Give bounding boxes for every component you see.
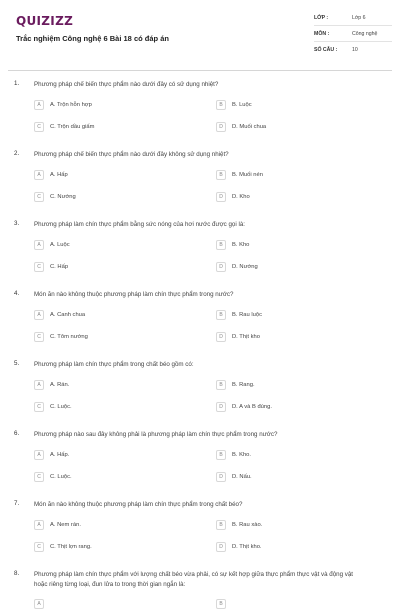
option-text: C. Luộc. <box>50 404 72 410</box>
question-text: Phương pháp làm chín thực phẩm bằng sức nóng của hơi nước được gọi là: <box>34 221 245 228</box>
option-letter-box: A <box>34 380 44 390</box>
option-text: B. Luộc <box>232 102 252 108</box>
answer-option[interactable] <box>216 310 262 320</box>
option-text: D. Nấu. <box>232 474 252 480</box>
option-letter-box: B <box>216 599 226 609</box>
option-letter-box: D <box>216 122 226 132</box>
meta-row <box>314 10 392 26</box>
option-text: B. Rau luộc <box>232 312 262 318</box>
meta-key: LỚP : <box>314 14 329 21</box>
option-text: B. Rau xào. <box>232 522 263 528</box>
answer-option[interactable] <box>216 542 262 552</box>
question-number: 5. <box>14 360 20 367</box>
question-number: 7. <box>14 500 20 507</box>
question-text: Phương pháp nào sau đây không phải là phương pháp làm chín thực phẩm trong nước? <box>34 431 278 438</box>
option-letter-box: D <box>216 542 226 552</box>
option-text: C. Thịt lợn rang. <box>50 544 92 550</box>
option-letter-box: D <box>216 192 226 202</box>
option-text: D. Nướng <box>232 264 258 270</box>
answer-option[interactable] <box>216 472 252 482</box>
answer-option[interactable] <box>34 402 72 412</box>
question-number: 1. <box>14 80 20 87</box>
meta-row <box>314 26 392 42</box>
option-text: B. Rang. <box>232 382 255 388</box>
option-letter-box: C <box>34 332 44 342</box>
option-letter-box: B <box>216 310 226 320</box>
answer-option[interactable] <box>216 520 262 530</box>
meta-key: SỐ CÂU : <box>314 46 338 53</box>
worksheet-header <box>0 0 400 70</box>
answer-option[interactable] <box>34 240 70 250</box>
answer-option[interactable] <box>216 599 232 609</box>
option-letter-box: B <box>216 100 226 110</box>
answer-option[interactable] <box>34 380 69 390</box>
header-divider <box>8 70 392 71</box>
question-number: 4. <box>14 290 20 297</box>
option-letter-box: B <box>216 380 226 390</box>
answer-option[interactable] <box>216 332 260 342</box>
option-letter-box: A <box>34 450 44 460</box>
option-letter-box: C <box>34 262 44 272</box>
answer-option[interactable] <box>216 262 258 272</box>
option-text: D. Thịt kho <box>232 334 260 340</box>
option-text: D. Muối chua <box>232 124 267 130</box>
option-text: A. Nem rán. <box>50 522 81 528</box>
option-letter-box: C <box>34 122 44 132</box>
answer-option[interactable] <box>34 192 76 202</box>
option-letter-box: B <box>216 450 226 460</box>
option-letter-box: A <box>34 100 44 110</box>
option-text: C. Trộn dầu giấm <box>50 124 95 130</box>
meta-table <box>314 10 392 57</box>
answer-option[interactable] <box>34 599 50 609</box>
answer-option[interactable] <box>34 332 88 342</box>
option-text: B. Muối nén <box>232 172 263 178</box>
option-letter-box: D <box>216 332 226 342</box>
answer-option[interactable] <box>34 310 85 320</box>
option-letter-box: B <box>216 240 226 250</box>
answer-option[interactable] <box>216 240 249 250</box>
answer-option[interactable] <box>216 100 252 110</box>
option-text: A. Rán. <box>50 382 70 388</box>
option-text: A. Trộn hỗn hợp <box>50 102 92 108</box>
question-text: Món ăn nào không thuộc phương pháp làm chín thực phẩm trong chất béo? <box>34 501 243 508</box>
answer-option[interactable] <box>216 402 272 412</box>
option-text: D. Kho <box>232 194 250 200</box>
option-letter-box: D <box>216 472 226 482</box>
option-letter-box: C <box>34 402 44 412</box>
option-text: A. Hấp. <box>50 452 70 458</box>
option-letter-box: B <box>216 520 226 530</box>
option-text: A. Luộc <box>50 242 70 248</box>
question-text: Phương pháp chế biến thực phẩm nào dưới đây có sử dụng nhiệt? <box>34 81 219 88</box>
answer-option[interactable] <box>34 520 81 530</box>
option-letter-box: C <box>34 192 44 202</box>
option-text: A. Canh chua <box>50 312 86 318</box>
question-text: Phương pháp chế biến thực phẩm nào dưới đây không sử dụng nhiệt? <box>34 151 229 158</box>
answer-option[interactable] <box>216 450 251 460</box>
answer-option[interactable] <box>34 170 68 180</box>
meta-row <box>314 42 392 57</box>
option-letter-box: B <box>216 170 226 180</box>
answer-option[interactable] <box>34 450 69 460</box>
option-text: C. Hấp <box>50 264 69 270</box>
meta-value: 10 <box>352 46 358 53</box>
question-text: Phương pháp làm chín thực phẩm trong chất béo gồm có: <box>34 361 194 368</box>
meta-value: Lớp 6 <box>352 14 366 21</box>
answer-option[interactable] <box>34 542 92 552</box>
question-number: 8. <box>14 570 20 577</box>
option-letter-box: D <box>216 402 226 412</box>
option-text: C. Tôm nướng <box>50 334 88 340</box>
answer-option[interactable] <box>216 170 263 180</box>
question-text: Món ăn nào không thuộc phương pháp làm chín thực phẩm trong nước? <box>34 291 234 298</box>
meta-value: Công nghệ <box>352 30 378 37</box>
option-text: D. A và B đúng. <box>232 404 272 410</box>
option-text: B. Kho <box>232 242 250 248</box>
option-text: A. Hấp <box>50 172 68 178</box>
answer-option[interactable] <box>34 262 68 272</box>
option-letter-box: A <box>34 310 44 320</box>
answer-option[interactable] <box>216 380 255 390</box>
option-letter-box: A <box>34 170 44 180</box>
question-text: Phương pháp làm chín thực phẩm với lượng chất béo vừa phải, có sự kết hợp giữa thực phẩm thực vật và động vật hoặc riêng từng loại, đun lửa to trong thời gian ngắn là: <box>34 571 354 588</box>
option-letter-box: A <box>34 520 44 530</box>
page-title: Trắc nghiệm Công nghệ 6 Bài 18 có đáp án <box>16 34 169 43</box>
option-text: C. Nướng <box>50 194 76 200</box>
answer-option[interactable] <box>34 122 94 132</box>
quizizz-logo: QUIZIZZ <box>16 14 74 28</box>
option-letter-box: C <box>34 542 44 552</box>
option-text: B. Kho. <box>232 452 252 458</box>
option-text: D. Thịt kho. <box>232 544 262 550</box>
option-text: C. Luộc. <box>50 474 72 480</box>
meta-key: MÔN : <box>314 30 330 37</box>
question-number: 6. <box>14 430 20 437</box>
answer-option[interactable] <box>216 192 250 202</box>
answer-option[interactable] <box>34 472 72 482</box>
option-letter-box: A <box>34 240 44 250</box>
option-letter-box: A <box>34 599 44 609</box>
option-letter-box: D <box>216 262 226 272</box>
answer-option[interactable] <box>216 122 266 132</box>
option-letter-box: C <box>34 472 44 482</box>
question-number: 2. <box>14 150 20 157</box>
question-number: 3. <box>14 220 20 227</box>
answer-option[interactable] <box>34 100 92 110</box>
